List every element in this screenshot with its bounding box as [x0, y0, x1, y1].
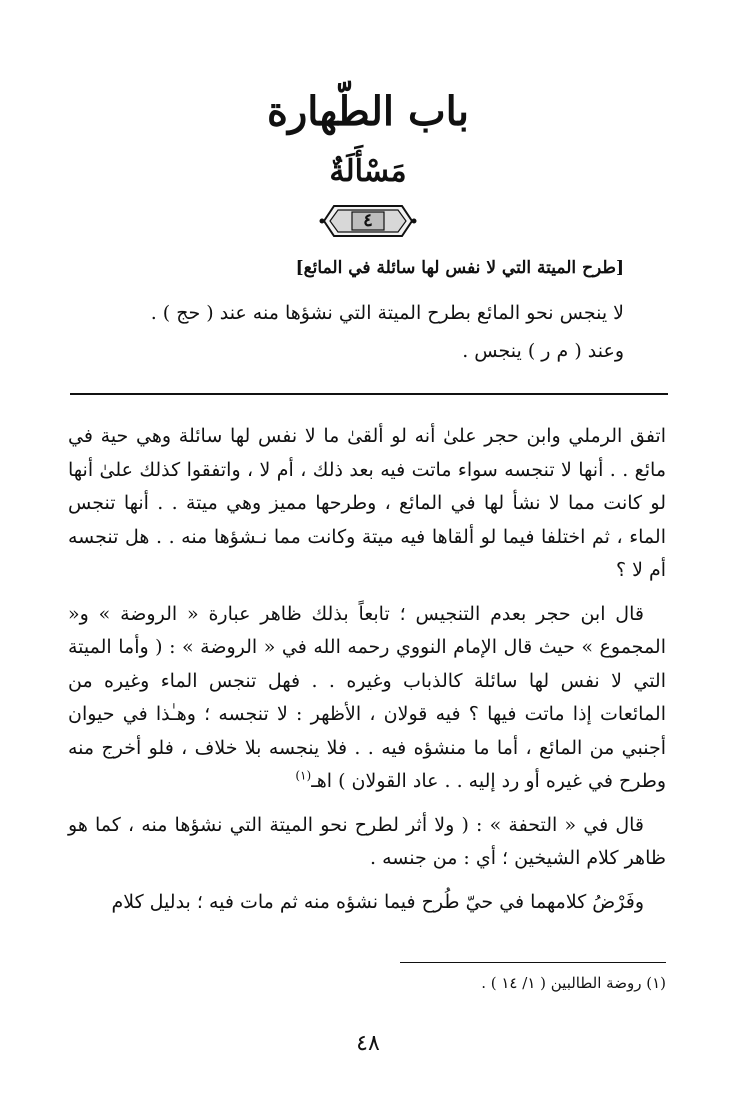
issue-number-badge — [318, 200, 418, 242]
issue-number: ٤ — [363, 210, 373, 231]
ruling-line-1: لا ينجس نحو المائع بطرح الميتة التي نشؤها منه عند ( حج ) . — [150, 302, 624, 324]
commentary-paragraph: اتفق الرملي وابن حجر علىٰ أنه لو ألقىٰ ما لا نفس لها سائلة وهي حية في مائع . . أنها لا تنجسه سواء ماتت فيه بعد ذلك ، أم لا ، واتفقوا كذلك علىٰ أنها لو كانت مما لا نشأ لها في المائع ، وطرحها مميز وهي ميتة . . أنها تنجس الماء ، ثم اختلفا فيما لو ألقاها فيه ميتة وكانت مما نـشؤها منه . . هل تنجسه أم لا ؟ — [68, 425, 666, 581]
section-word: مَسْأَلَةٌ — [329, 154, 407, 189]
commentary-paragraph: وفَرْضُ كلامهما في حيّ طُرح فيما نشؤه منه ثم مات فيه ؛ بدليل كلام — [111, 890, 644, 913]
commentary-paragraph: قال في « التحفة » : ( ولا أثر لطرح نحو الميتة التي نشؤها منه ، كما هو ظاهر كلام الشيخين ؛ أي : من جنسه . — [68, 813, 666, 869]
footnote: (١) روضة الطالبين ( ١/ ١٤ ) . — [481, 974, 666, 992]
commentary-body — [68, 420, 666, 929]
section-divider — [70, 393, 668, 395]
commentary-paragraph — [68, 598, 666, 799]
issue-heading: [طرح الميتة التي لا نفس لها سائلة في المائع] — [295, 258, 624, 278]
chapter-title: باب الطّهارة — [267, 88, 469, 135]
footnote-marker: (١) — [295, 768, 312, 783]
footnote-divider — [400, 962, 666, 963]
commentary-paragraph-text: قال ابن حجر بعدم التنجيس ؛ تابعاً بذلك ظاهر عبارة « الروضة » و« المجموع » حيث قال الإمام النووي رحمه الله في « الروضة » : ( وأما الميتة التي لا نفس لها سائلة كالذباب وغيره . . فهل تنجس الماء وغيره من المائعات إذا ماتت فيها ؟ فيه قولان ، الأظهر : لا تنجسه ؛ وهـٰذا في حيوان أجنبي من المائع ، أما ما منشؤه فيه . . فلا ينجسه بلا خلاف ، فلو أخرج منه وطرح في غيره أو رد إليه . . عاد القولان ) اهـ — [68, 602, 667, 792]
ruling-line-2: وعند ( م ر ) ينجس . — [462, 340, 624, 362]
page-number: ٤٨ — [356, 1031, 380, 1056]
